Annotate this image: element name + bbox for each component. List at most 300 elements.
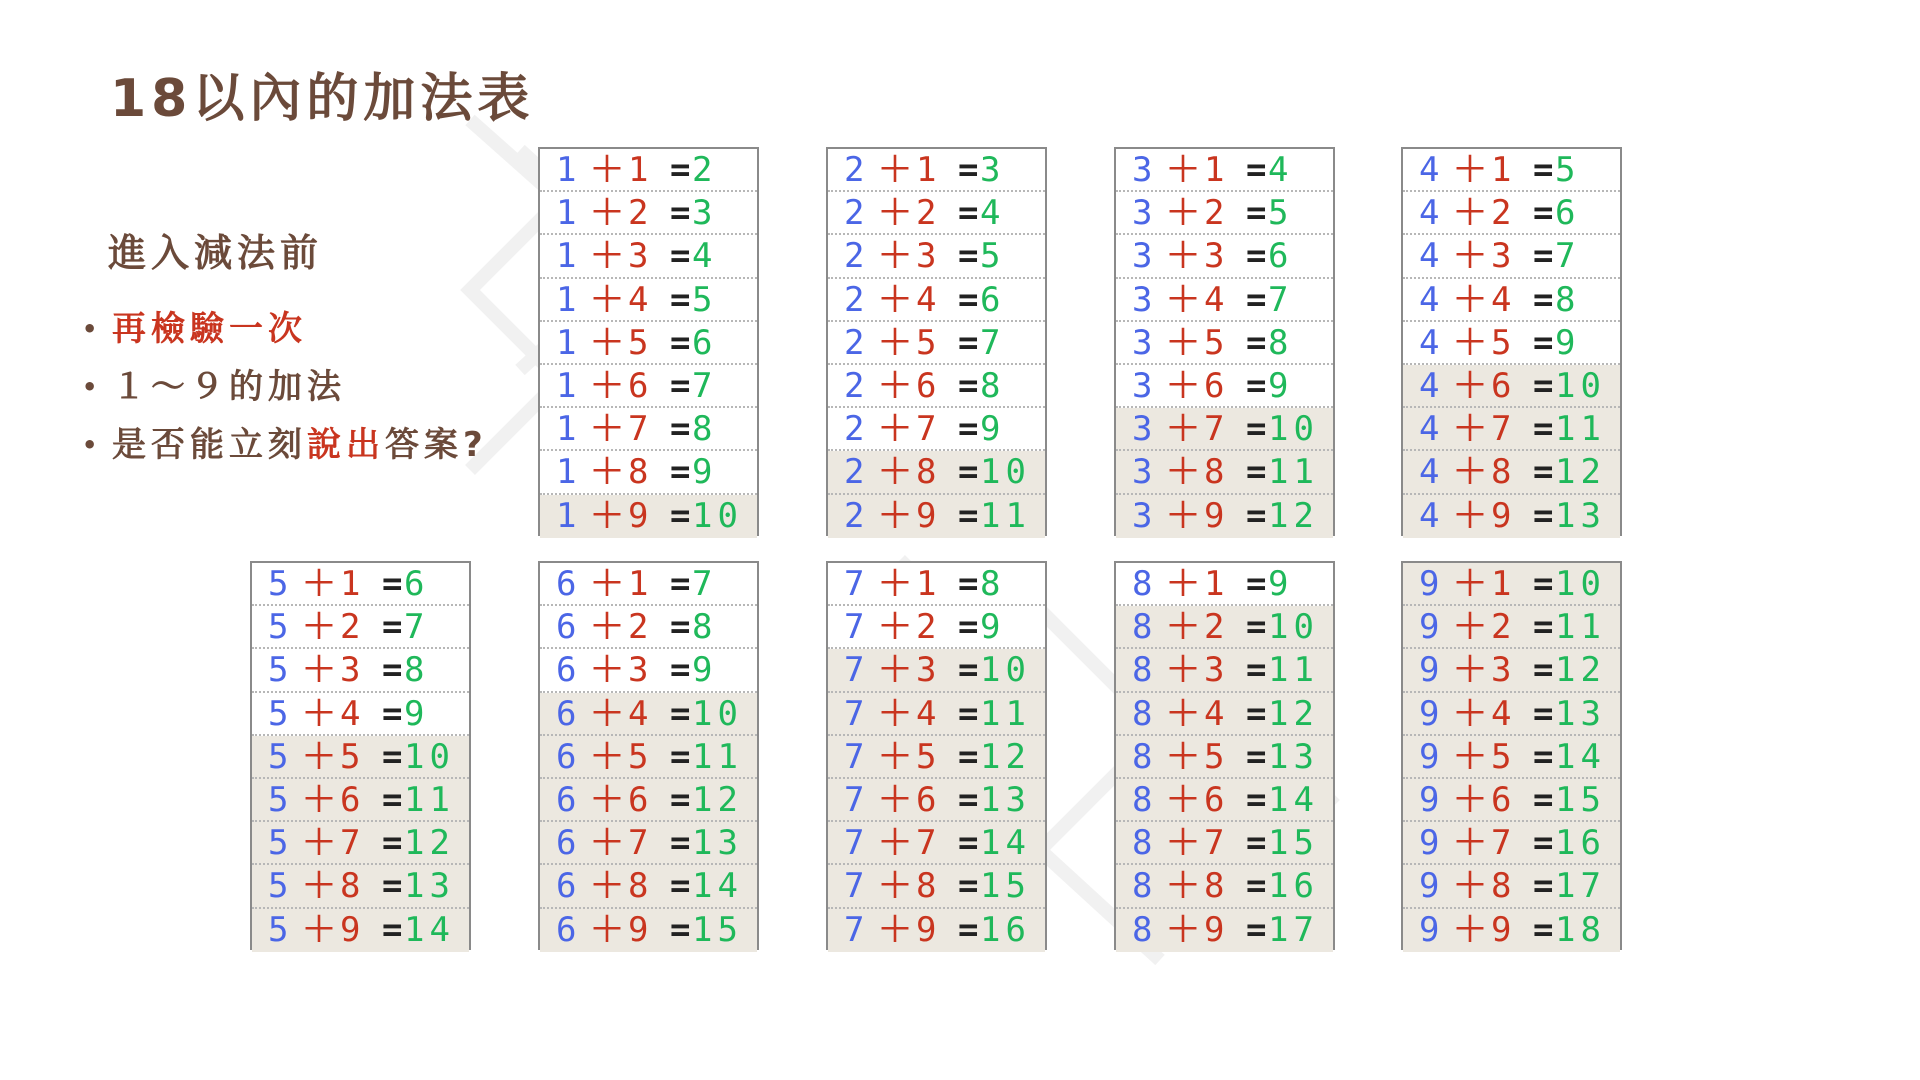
equation-row: [1116, 649, 1333, 692]
equals-sign: =: [958, 564, 979, 604]
equation-row: [1116, 909, 1333, 952]
equals-sign: =: [1246, 607, 1267, 648]
equation-row: [540, 322, 757, 365]
plus-sign: ＋: [1166, 564, 1200, 604]
plus-sign: ＋: [878, 736, 912, 777]
first-addend: 1: [556, 452, 577, 493]
sum-value: 17: [1268, 909, 1319, 950]
plus-sign: ＋: [302, 650, 336, 691]
addition-table-5: [250, 561, 471, 950]
sum-value: 12: [1555, 452, 1606, 493]
first-addend: 3: [1132, 150, 1153, 190]
first-addend: 6: [556, 607, 577, 648]
second-addend: 7: [916, 823, 937, 864]
equation-row: [1403, 451, 1620, 494]
sum-value: 11: [1268, 650, 1319, 691]
first-addend: 8: [1132, 650, 1153, 691]
equals-sign: =: [1246, 236, 1267, 277]
sum-value: 8: [1555, 279, 1581, 320]
section-subtitle: 進入減法前: [108, 231, 324, 275]
equals-sign: =: [1246, 365, 1267, 406]
first-addend: 7: [844, 909, 865, 950]
equation-row: [1116, 322, 1333, 365]
first-addend: 9: [1419, 607, 1440, 648]
equation-row: [1403, 649, 1620, 692]
plus-sign: ＋: [878, 150, 912, 190]
first-addend: 3: [1132, 322, 1153, 363]
first-addend: 5: [268, 693, 289, 734]
equation-row: [1403, 322, 1620, 365]
plus-sign: ＋: [1166, 736, 1200, 777]
equals-sign: =: [1533, 452, 1554, 493]
first-addend: 9: [1419, 736, 1440, 777]
plus-sign: ＋: [590, 866, 624, 907]
first-addend: 1: [556, 322, 577, 363]
sum-value: 12: [692, 779, 743, 820]
first-addend: 4: [1419, 193, 1440, 234]
sum-value: 4: [692, 236, 718, 277]
sum-value: 14: [1268, 779, 1319, 820]
sum-value: 10: [1268, 409, 1319, 450]
plus-sign: ＋: [878, 866, 912, 907]
first-addend: 5: [268, 607, 289, 648]
equation-row: [540, 408, 757, 451]
sum-value: 12: [1268, 693, 1319, 734]
second-addend: 3: [628, 236, 649, 277]
plus-sign: ＋: [1166, 279, 1200, 320]
plus-sign: ＋: [878, 452, 912, 493]
first-addend: 4: [1419, 409, 1440, 450]
plus-sign: ＋: [302, 693, 336, 734]
equation-row: [540, 149, 757, 192]
plus-sign: ＋: [1166, 650, 1200, 691]
plus-sign: ＋: [302, 564, 336, 604]
first-addend: 7: [844, 564, 865, 604]
equals-sign: =: [670, 150, 691, 190]
first-addend: 1: [556, 150, 577, 190]
equals-sign: =: [1533, 193, 1554, 234]
plus-sign: ＋: [1453, 365, 1487, 406]
sum-value: 9: [1268, 564, 1294, 604]
sum-value: 3: [980, 150, 1006, 190]
sum-value: 11: [1555, 409, 1606, 450]
second-addend: 5: [916, 322, 937, 363]
equation-row: [1116, 235, 1333, 278]
equation-row: [828, 279, 1045, 322]
first-addend: 4: [1419, 322, 1440, 363]
second-addend: 5: [340, 736, 361, 777]
plus-sign: ＋: [1453, 236, 1487, 277]
plus-sign: ＋: [590, 279, 624, 320]
equals-sign: =: [382, 736, 403, 777]
plus-sign: ＋: [1453, 607, 1487, 648]
first-addend: 1: [556, 279, 577, 320]
second-addend: 6: [340, 779, 361, 820]
equation-row: [1403, 563, 1620, 606]
first-addend: 6: [556, 650, 577, 691]
plus-sign: ＋: [878, 779, 912, 820]
equation-row: [828, 451, 1045, 494]
plus-sign: ＋: [1453, 193, 1487, 234]
equation-row: [540, 192, 757, 235]
first-addend: 3: [1132, 279, 1153, 320]
plus-sign: ＋: [878, 607, 912, 648]
bullet-item: [82, 416, 488, 474]
equals-sign: =: [958, 409, 979, 450]
equals-sign: =: [958, 236, 979, 277]
first-addend: 5: [268, 736, 289, 777]
equals-sign: =: [958, 823, 979, 864]
first-addend: 5: [268, 564, 289, 604]
first-addend: 7: [844, 693, 865, 734]
first-addend: 8: [1132, 693, 1153, 734]
plus-sign: ＋: [590, 193, 624, 234]
equation-row: [828, 779, 1045, 822]
equation-row: [540, 693, 757, 736]
plus-sign: ＋: [590, 779, 624, 820]
addition-table-1: [538, 147, 759, 536]
plus-sign: ＋: [590, 823, 624, 864]
sum-value: 9: [404, 693, 430, 734]
equation-row: [540, 865, 757, 908]
equation-row: [540, 279, 757, 322]
equation-row: [828, 736, 1045, 779]
plus-sign: ＋: [590, 409, 624, 450]
plus-sign: ＋: [878, 909, 912, 950]
equals-sign: =: [1533, 409, 1554, 450]
equation-row: [252, 736, 469, 779]
equals-sign: =: [958, 779, 979, 820]
sum-value: 14: [404, 909, 455, 950]
equation-row: [1403, 736, 1620, 779]
equation-row: [1403, 909, 1620, 952]
page-title: 18以內的加法表: [110, 69, 535, 129]
first-addend: 1: [556, 495, 577, 536]
addition-table-4: [1401, 147, 1622, 536]
second-addend: 8: [1204, 452, 1225, 493]
first-addend: 2: [844, 322, 865, 363]
first-addend: 7: [844, 736, 865, 777]
equation-row: [1116, 865, 1333, 908]
sum-value: 13: [1555, 495, 1606, 536]
equation-row: [540, 822, 757, 865]
equals-sign: =: [958, 607, 979, 648]
second-addend: 3: [628, 650, 649, 691]
equation-row: [1403, 495, 1620, 538]
first-addend: 6: [556, 736, 577, 777]
sum-value: 7: [692, 365, 718, 406]
plus-sign: ＋: [590, 693, 624, 734]
sum-value: 14: [980, 823, 1031, 864]
plus-sign: ＋: [1166, 193, 1200, 234]
sum-value: 18: [1555, 909, 1606, 950]
plus-sign: ＋: [1453, 693, 1487, 734]
plus-sign: ＋: [878, 693, 912, 734]
sum-value: 9: [1268, 365, 1294, 406]
equation-row: [828, 606, 1045, 649]
first-addend: 6: [556, 693, 577, 734]
first-addend: 7: [844, 779, 865, 820]
sum-value: 15: [692, 909, 743, 950]
equals-sign: =: [1533, 564, 1554, 604]
equation-row: [1403, 279, 1620, 322]
equation-row: [540, 563, 757, 606]
bullet-text-highlight: 說出: [307, 425, 385, 465]
equation-row: [1116, 693, 1333, 736]
addition-table-3: [1114, 147, 1335, 536]
first-addend: 6: [556, 564, 577, 604]
equals-sign: =: [958, 150, 979, 190]
equation-row: [252, 909, 469, 952]
sum-value: 16: [980, 909, 1031, 950]
equals-sign: =: [958, 452, 979, 493]
equals-sign: =: [1246, 495, 1267, 536]
equation-row: [1116, 779, 1333, 822]
second-addend: 4: [1491, 279, 1512, 320]
sum-value: 5: [692, 279, 718, 320]
first-addend: 8: [1132, 736, 1153, 777]
plus-sign: ＋: [878, 193, 912, 234]
sum-value: 11: [980, 495, 1031, 536]
equals-sign: =: [1533, 322, 1554, 363]
sum-value: 9: [692, 650, 718, 691]
first-addend: 3: [1132, 452, 1153, 493]
equation-row: [1403, 192, 1620, 235]
second-addend: 9: [916, 495, 937, 536]
second-addend: 1: [1204, 150, 1225, 190]
first-addend: 2: [844, 279, 865, 320]
plus-sign: ＋: [1166, 150, 1200, 190]
sum-value: 8: [692, 607, 718, 648]
equals-sign: =: [670, 779, 691, 820]
equation-row: [1116, 822, 1333, 865]
equals-sign: =: [1533, 779, 1554, 820]
second-addend: 3: [916, 650, 937, 691]
second-addend: 2: [916, 193, 937, 234]
equation-row: [1116, 736, 1333, 779]
sum-value: 7: [404, 607, 430, 648]
plus-sign: ＋: [1453, 279, 1487, 320]
equals-sign: =: [1246, 823, 1267, 864]
second-addend: 2: [1204, 193, 1225, 234]
equals-sign: =: [958, 193, 979, 234]
second-addend: 7: [1204, 409, 1225, 450]
first-addend: 1: [556, 193, 577, 234]
second-addend: 1: [916, 564, 937, 604]
first-addend: 2: [844, 495, 865, 536]
sum-value: 16: [1555, 823, 1606, 864]
second-addend: 5: [628, 736, 649, 777]
second-addend: 2: [1491, 193, 1512, 234]
second-addend: 4: [628, 279, 649, 320]
second-addend: 5: [1204, 736, 1225, 777]
bullet-list: [82, 300, 488, 474]
plus-sign: ＋: [1453, 909, 1487, 950]
equals-sign: =: [382, 693, 403, 734]
equation-row: [828, 649, 1045, 692]
equation-row: [252, 822, 469, 865]
equation-row: [1116, 279, 1333, 322]
first-addend: 4: [1419, 236, 1440, 277]
equation-row: [1116, 495, 1333, 538]
plus-sign: ＋: [590, 322, 624, 363]
first-addend: 8: [1132, 823, 1153, 864]
plus-sign: ＋: [590, 495, 624, 536]
equation-row: [540, 736, 757, 779]
equals-sign: =: [382, 909, 403, 950]
sum-value: 12: [1555, 650, 1606, 691]
second-addend: 1: [1491, 150, 1512, 190]
plus-sign: ＋: [590, 150, 624, 190]
first-addend: 3: [1132, 236, 1153, 277]
bullet-dot-icon: •: [82, 315, 103, 343]
first-addend: 8: [1132, 564, 1153, 604]
sum-value: 15: [1268, 823, 1319, 864]
equals-sign: =: [670, 607, 691, 648]
equation-row: [828, 495, 1045, 538]
equals-sign: =: [670, 495, 691, 536]
equals-sign: =: [1246, 736, 1267, 777]
plus-sign: ＋: [1166, 365, 1200, 406]
second-addend: 3: [1204, 236, 1225, 277]
plus-sign: ＋: [590, 650, 624, 691]
equals-sign: =: [670, 823, 691, 864]
equals-sign: =: [670, 693, 691, 734]
plus-sign: ＋: [1166, 236, 1200, 277]
first-addend: 6: [556, 909, 577, 950]
sum-value: 9: [692, 452, 718, 493]
second-addend: 4: [916, 693, 937, 734]
equals-sign: =: [670, 452, 691, 493]
plus-sign: ＋: [1166, 693, 1200, 734]
second-addend: 7: [340, 823, 361, 864]
second-addend: 8: [628, 866, 649, 907]
equals-sign: =: [1533, 607, 1554, 648]
plus-sign: ＋: [1166, 452, 1200, 493]
equals-sign: =: [1533, 150, 1554, 190]
sum-value: 5: [1555, 150, 1581, 190]
equals-sign: =: [1533, 495, 1554, 536]
equals-sign: =: [1246, 322, 1267, 363]
plus-sign: ＋: [302, 736, 336, 777]
equals-sign: =: [670, 564, 691, 604]
first-addend: 3: [1132, 193, 1153, 234]
equals-sign: =: [1533, 823, 1554, 864]
second-addend: 8: [916, 452, 937, 493]
second-addend: 1: [628, 150, 649, 190]
plus-sign: ＋: [1453, 150, 1487, 190]
bullet-item: [82, 358, 488, 416]
plus-sign: ＋: [878, 650, 912, 691]
first-addend: 4: [1419, 150, 1440, 190]
plus-sign: ＋: [1453, 495, 1487, 536]
sum-value: 15: [1555, 779, 1606, 820]
plus-sign: ＋: [1453, 452, 1487, 493]
equation-row: [540, 649, 757, 692]
equation-row: [1116, 563, 1333, 606]
equation-row: [252, 606, 469, 649]
second-addend: 6: [1204, 779, 1225, 820]
sum-value: 5: [980, 236, 1006, 277]
second-addend: 6: [628, 779, 649, 820]
equals-sign: =: [670, 409, 691, 450]
plus-sign: ＋: [590, 452, 624, 493]
equals-sign: =: [382, 564, 403, 604]
second-addend: 1: [340, 564, 361, 604]
second-addend: 5: [1204, 322, 1225, 363]
equation-row: [828, 322, 1045, 365]
first-addend: 6: [556, 823, 577, 864]
second-addend: 8: [916, 866, 937, 907]
plus-sign: ＋: [1453, 779, 1487, 820]
second-addend: 8: [1491, 452, 1512, 493]
second-addend: 6: [1491, 365, 1512, 406]
second-addend: 9: [340, 909, 361, 950]
first-addend: 7: [844, 823, 865, 864]
second-addend: 6: [916, 779, 937, 820]
equation-row: [1403, 865, 1620, 908]
plus-sign: ＋: [1166, 607, 1200, 648]
plus-sign: ＋: [302, 779, 336, 820]
second-addend: 3: [1204, 650, 1225, 691]
equals-sign: =: [1533, 866, 1554, 907]
first-addend: 1: [556, 409, 577, 450]
sum-value: 16: [1268, 866, 1319, 907]
equals-sign: =: [958, 909, 979, 950]
equals-sign: =: [958, 866, 979, 907]
plus-sign: ＋: [878, 365, 912, 406]
sum-value: 14: [1555, 736, 1606, 777]
second-addend: 5: [1491, 322, 1512, 363]
equation-row: [540, 451, 757, 494]
equation-row: [252, 779, 469, 822]
sum-value: 17: [1555, 866, 1606, 907]
sum-value: 5: [1268, 193, 1294, 234]
equation-row: [1403, 149, 1620, 192]
sum-value: 9: [980, 409, 1006, 450]
second-addend: 2: [340, 607, 361, 648]
second-addend: 7: [1204, 823, 1225, 864]
equals-sign: =: [382, 866, 403, 907]
sum-value: 10: [1555, 365, 1606, 406]
equals-sign: =: [1246, 564, 1267, 604]
first-addend: 9: [1419, 779, 1440, 820]
equals-sign: =: [958, 365, 979, 406]
sum-value: 10: [1268, 607, 1319, 648]
first-addend: 6: [556, 779, 577, 820]
sum-value: 8: [980, 564, 1006, 604]
equals-sign: =: [670, 193, 691, 234]
sum-value: 8: [692, 409, 718, 450]
addition-table-6: [538, 561, 759, 950]
second-addend: 5: [628, 322, 649, 363]
equation-row: [540, 909, 757, 952]
plus-sign: ＋: [590, 365, 624, 406]
equals-sign: =: [1246, 866, 1267, 907]
second-addend: 1: [916, 150, 937, 190]
equation-row: [828, 909, 1045, 952]
equals-sign: =: [1533, 279, 1554, 320]
second-addend: 7: [916, 409, 937, 450]
plus-sign: ＋: [590, 607, 624, 648]
equals-sign: =: [958, 650, 979, 691]
equals-sign: =: [1246, 650, 1267, 691]
second-addend: 8: [340, 866, 361, 907]
equals-sign: =: [1533, 736, 1554, 777]
first-addend: 7: [844, 607, 865, 648]
equation-row: [1403, 779, 1620, 822]
plus-sign: ＋: [878, 279, 912, 320]
